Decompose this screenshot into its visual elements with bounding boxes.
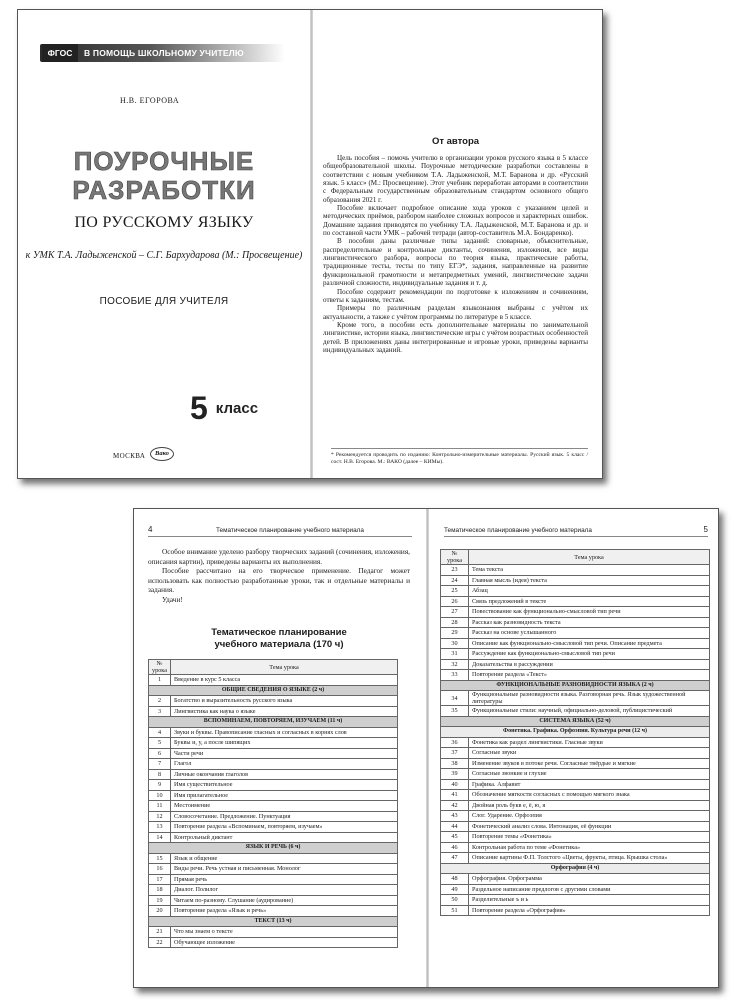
lesson-topic: Согласные звонкие и глухие [469, 769, 710, 780]
lesson-topic: Звуки и буквы. Правописание гласных и согласных в корнях слов [171, 727, 398, 738]
lesson-number: 35 [441, 706, 469, 717]
table-row [441, 586, 710, 597]
lesson-topic: Богатство и выразительность русского языка [171, 696, 398, 707]
lesson-topic: Согласные звуки [469, 748, 710, 759]
lesson-topic: Имя прилагательное [171, 790, 398, 801]
lesson-topic: Глагол [171, 759, 398, 770]
lesson-topic: Лингвистика как наука о языке [171, 706, 398, 717]
table-row [441, 659, 710, 670]
lesson-number: 14 [149, 832, 171, 843]
table-row [149, 801, 398, 812]
book-spread-cover [17, 9, 603, 479]
lesson-topic: Рассказ на основе услышанного [469, 628, 710, 639]
intro-text [148, 547, 410, 605]
lesson-number: 45 [441, 832, 469, 843]
table-row [441, 737, 710, 748]
section-row [441, 716, 710, 727]
lesson-topic: Связь предложений в тексте [469, 596, 710, 607]
table-row [441, 842, 710, 853]
lesson-number: 16 [149, 864, 171, 875]
lesson-number: 32 [441, 659, 469, 670]
lesson-topic: Обучающее изложение [171, 937, 398, 948]
lesson-topic: Функциональные стили: научный, официально-деловой, публицистический [469, 706, 710, 717]
lesson-topic: Повествование как функционально-смысловой тип речи [469, 607, 710, 618]
umk-note: к УМК Т.А. Ладыженской – С.Г. Бархударова (М.: Просвещение) [25, 250, 303, 261]
lesson-topic: Местоимение [171, 801, 398, 812]
lesson-number: 8 [149, 769, 171, 780]
lesson-topic: Буквы и, у, а после шипящих [171, 738, 398, 749]
lesson-number: 4 [149, 727, 171, 738]
intro-paragraph: Пособие рассчитано на его творческое применение. Педагог может использовать как полностью разработанные уроки, так и отдельные материалы и задания. [148, 566, 410, 595]
col-lesson-topic: Тема урока [171, 660, 398, 675]
book-spine [426, 509, 429, 987]
table-row [441, 617, 710, 628]
lesson-topic: Главная мысль (идея) текста [469, 575, 710, 586]
lesson-topic: Описание как функционально-смысловой тип речи. Описание предмета [469, 638, 710, 649]
lesson-number: 36 [441, 737, 469, 748]
lesson-topic: Словосочетание. Предложение. Пунктуация [171, 811, 398, 822]
lesson-topic: Повторение раздела «Текст» [469, 670, 710, 681]
table-row [149, 885, 398, 896]
lesson-number: 39 [441, 769, 469, 780]
table-row [441, 884, 710, 895]
table-row [149, 927, 398, 938]
subsection-row [441, 727, 710, 738]
preface-footnote: * Рекомендуется проводить по изданию: Контрольно-измерительные материалы. Русский язык. 5 класс / сост. Н.В. Егорова. М.: ВАКО (далее – КИМы). [331, 448, 588, 466]
lesson-number: 37 [441, 748, 469, 759]
lesson-number: 26 [441, 596, 469, 607]
lesson-topic: Фонетический анализ слова. Интонация, её функции [469, 821, 710, 832]
table-row [441, 800, 710, 811]
lesson-topic: Имя существительное [171, 780, 398, 791]
lesson-number: 10 [149, 790, 171, 801]
lesson-number: 15 [149, 853, 171, 864]
lesson-number: 13 [149, 822, 171, 833]
lesson-number: 30 [441, 638, 469, 649]
table-row [149, 895, 398, 906]
table-row [149, 727, 398, 738]
preface-paragraph: Пособие содержит рекомендации по подготовке к изложениям и сочинениям, ответы к заданиям, тестам. [323, 287, 588, 304]
table-row [149, 864, 398, 875]
running-header [148, 527, 412, 537]
lesson-topic: Абзац [469, 586, 710, 597]
lesson-topic: Язык и общение [171, 853, 398, 864]
lesson-topic: Двойная роль букв е, ё, ю, я [469, 800, 710, 811]
table-row [149, 874, 398, 885]
lesson-topic: Разделительные ъ и ь [469, 895, 710, 906]
table-row [149, 937, 398, 948]
lesson-number: 34 [441, 691, 469, 706]
lesson-number: 21 [149, 927, 171, 938]
section-title: ТЕКСТ (13 ч) [149, 916, 398, 927]
table-row [149, 748, 398, 759]
table-row [441, 628, 710, 639]
preface-paragraph: Примеры по различным разделам языкознания выбраны с учётом их актуальности, а также с учётом программы по литературе в 5 классе. [323, 304, 588, 321]
table-row [149, 790, 398, 801]
lesson-topic: Повторение раздела «Вспоминаем, повторяем, изучаем» [171, 822, 398, 833]
book-subject: ПО РУССКОМУ ЯЗЫКУ [74, 214, 254, 231]
lesson-topic: Повторение раздела «Орфография» [469, 905, 710, 916]
table-row [441, 790, 710, 801]
lesson-number: 38 [441, 758, 469, 769]
section-title: ОБЩИЕ СВЕДЕНИЯ О ЯЗЫКЕ (2 ч) [149, 685, 398, 696]
table-row [441, 811, 710, 822]
table-row [441, 832, 710, 843]
lesson-topic: Фонетика как раздел лингвистики. Гласные звуки [469, 737, 710, 748]
plan-title-line1: Тематическое планирование [211, 627, 347, 638]
table-row [441, 575, 710, 586]
lesson-number: 43 [441, 811, 469, 822]
lesson-number: 17 [149, 874, 171, 885]
plan-title-line2: учебного материала (170 ч) [214, 639, 344, 650]
author-name: Н.В. ЕГОРОВА [120, 96, 180, 105]
lesson-number: 29 [441, 628, 469, 639]
lesson-number: 7 [149, 759, 171, 770]
plan-table [440, 549, 710, 916]
intro-paragraph: Удачи! [162, 594, 183, 604]
lesson-number: 49 [441, 884, 469, 895]
section-row [149, 717, 398, 728]
lesson-topic: Рассказ как разновидность текста [469, 617, 710, 628]
section-title: СИСТЕМА ЯЗЫКА (52 ч) [441, 716, 710, 727]
preface-paragraph: Пособие включает подробное описание хода уроков с указанием целей и методических приёмов, разбором наиболее сложных вопросов и характерных ошибок. Домашние задания приводятся по учебнику Т.А. Ладыженской, М.Т. Баранова и др. и по составной части УМК – рабочей тетради (автор-составитель М.А. Бондаренко). [323, 204, 588, 238]
table-row [149, 811, 398, 822]
lesson-topic: Орфография. Орфограмма [469, 874, 710, 885]
lesson-topic: Описание картины Ф.П. Толстого «Цветы, фрукты, птица. Крышка стола» [469, 853, 710, 864]
lesson-number: 24 [441, 575, 469, 586]
plan-table [148, 659, 398, 948]
lesson-number: 23 [441, 565, 469, 576]
table-row [441, 748, 710, 759]
section-row [149, 916, 398, 927]
grade-word: класс [215, 400, 259, 417]
lesson-topic: Изменение звуков в потоке речи. Согласные твёрдые и мягкие [469, 758, 710, 769]
table-row [441, 706, 710, 717]
lesson-topic: Части речи [171, 748, 398, 759]
lesson-topic: Повторение раздела «Язык и речь» [171, 906, 398, 917]
lesson-topic: Рассуждение как функционально-смысловой тип речи [469, 649, 710, 660]
table-row [441, 691, 710, 706]
lesson-number: 42 [441, 800, 469, 811]
book-title-line2: РАЗРАБОТКИ [72, 175, 256, 205]
lesson-number: 22 [149, 937, 171, 948]
page-number: 4 [148, 525, 153, 534]
lesson-topic: Виды речи. Речь устная и письменная. Монолог [171, 864, 398, 875]
table-row [149, 769, 398, 780]
lesson-topic: Читаем по-разному. Слушание (аудирование) [171, 895, 398, 906]
lesson-topic: Доказательства в рассуждении [469, 659, 710, 670]
grade-label [190, 390, 258, 427]
running-header [444, 527, 708, 537]
lesson-number: 28 [441, 617, 469, 628]
lesson-topic: Обозначение мягкости согласных с помощью мягкого знака [469, 790, 710, 801]
section-row [149, 843, 398, 854]
lesson-number: 25 [441, 586, 469, 597]
book-spine [310, 10, 313, 478]
page-number: 5 [703, 525, 708, 534]
lesson-number: 3 [149, 706, 171, 717]
section-row [441, 680, 710, 691]
lesson-number: 9 [149, 780, 171, 791]
table-row [441, 565, 710, 576]
lesson-topic: Введение в курс 5 класса [171, 675, 398, 686]
lesson-topic: Что мы знаем о тексте [171, 927, 398, 938]
preface-paragraph: В пособии даны различные типы заданий: словарные, объяснительные, распределительные и контрольные диктанты, сочинения, изложения, все виды лингвистического разбора, вопросы по теория языка, практические работы, традиционные тесты, тесты по типу ЕГЭ*, задания, направленные на развитие функциональной грамотности и метапредметных умений, лингвистические задачи различной сложности, индивидуальные задания и т. д. [323, 237, 588, 288]
subsection-title: Фонетика. Графика. Орфоэпия. Культура речи (12 ч) [441, 727, 710, 738]
col-lesson-number: № урока [149, 660, 171, 675]
section-row [149, 685, 398, 696]
cover-page [18, 10, 310, 478]
table-row [149, 822, 398, 833]
table-row [441, 670, 710, 681]
table-row [149, 759, 398, 770]
section-title: ЯЗЫК И РЕЧЬ (6 ч) [149, 843, 398, 854]
lesson-number: 18 [149, 885, 171, 896]
table-row [441, 769, 710, 780]
series-banner [40, 44, 285, 62]
lesson-number: 6 [149, 748, 171, 759]
table-row [149, 906, 398, 917]
preface-paragraph: Кроме того, в пособии есть дополнительные материалы по занимательной лингвистике, истории языка, лингвистические игры с учётом возрастных особенностей детей. В приложениях даны интегрированные и игровые уроки, приведены варианты индивидуальных заданий. [323, 320, 588, 354]
table-row [149, 738, 398, 749]
lesson-number: 44 [441, 821, 469, 832]
table-row [149, 832, 398, 843]
lesson-topic: Личные окончания глаголов [171, 769, 398, 780]
lesson-number: 20 [149, 906, 171, 917]
lesson-topic: Контрольная работа по теме «Фонетика» [469, 842, 710, 853]
lesson-number: 31 [441, 649, 469, 660]
lesson-topic: Диалог. Полилог [171, 885, 398, 896]
table-row [149, 780, 398, 791]
table-row [441, 596, 710, 607]
table-row [441, 638, 710, 649]
grade-number: 5 [190, 390, 208, 426]
lesson-number: 46 [441, 842, 469, 853]
col-lesson-number: № урока [441, 550, 469, 565]
lesson-topic: Раздельное написание предлогов с другими словами [469, 884, 710, 895]
lesson-number: 2 [149, 696, 171, 707]
book-spread-plan [133, 508, 719, 988]
preface-heading: От автора [431, 136, 480, 147]
col-lesson-topic: Тема урока [469, 550, 710, 565]
table-row [441, 853, 710, 864]
table-row [441, 758, 710, 769]
plan-title [148, 627, 410, 651]
manual-label: ПОСОБИЕ ДЛЯ УЧИТЕЛЯ [99, 296, 229, 307]
lesson-topic: Графика. Алфавит [469, 779, 710, 790]
lesson-number: 11 [149, 801, 171, 812]
lesson-topic: Слог. Ударение. Орфоэпия [469, 811, 710, 822]
publisher-logo: Вако [150, 447, 174, 461]
header-title: Тематическое планирование учебного материала [216, 527, 364, 534]
lesson-topic: Тема текста [469, 565, 710, 576]
lesson-number: 1 [149, 675, 171, 686]
page-5 [430, 509, 720, 987]
lesson-number: 47 [441, 853, 469, 864]
header-title: Тематическое планирование учебного материала [444, 527, 592, 534]
lesson-number: 27 [441, 607, 469, 618]
table-row [441, 905, 710, 916]
intro-paragraph: Особое внимание уделено разбору творческих заданий (сочинения, изложения, описания картин), приведены варианты их выполнения. [148, 547, 410, 566]
city: МОСКВА [113, 452, 146, 460]
lesson-topic: Контрольный диктант [171, 832, 398, 843]
lesson-number: 12 [149, 811, 171, 822]
subsection-row [441, 863, 710, 874]
table-row [441, 649, 710, 660]
lesson-number: 5 [149, 738, 171, 749]
subsection-title: Орфография (4 ч) [441, 863, 710, 874]
lesson-number: 48 [441, 874, 469, 885]
table-row [441, 821, 710, 832]
table-row [149, 853, 398, 864]
lesson-number: 51 [441, 905, 469, 916]
page-4 [134, 509, 424, 987]
fgos-logo: ФГОС [42, 44, 78, 62]
table-row [441, 779, 710, 790]
lesson-number: 41 [441, 790, 469, 801]
preface-paragraph: Цель пособия – помочь учителю в организации уроков русского языка в 5 классе общеобразовательной школы. Поурочные методические разработки составлены в соответствии с новым учебником Т.А. Ладыженской, М.Т. Баранова и др. «Русский язык. 5 класс» (М.: Просвещение). Этот учебник переработан авторами в соответствии с Федеральным государственным образовательным стандартом основного общего образования 2021 г. [323, 154, 588, 204]
book-title-line1: ПОУРОЧНЫЕ [73, 146, 255, 176]
table-row [149, 696, 398, 707]
preface-page [323, 136, 588, 465]
lesson-number: 33 [441, 670, 469, 681]
lesson-topic: Прямая речь [171, 874, 398, 885]
series-title: В ПОМОЩЬ ШКОЛЬНОМУ УЧИТЕЛЮ [84, 48, 244, 58]
table-row [441, 895, 710, 906]
table-row [149, 675, 398, 686]
lesson-number: 19 [149, 895, 171, 906]
table-row [149, 706, 398, 717]
lesson-topic: Повторение темы «Фонетика» [469, 832, 710, 843]
table-row [441, 607, 710, 618]
section-title: ФУНКЦИОНАЛЬНЫЕ РАЗНОВИДНОСТИ ЯЗЫКА (2 ч) [441, 680, 710, 691]
lesson-topic: Функциональные разновидности языка. Разговорная речь. Язык художественной литературы [469, 691, 710, 706]
lesson-number: 50 [441, 895, 469, 906]
lesson-number: 40 [441, 779, 469, 790]
section-title: ВСПОМИНАЕМ, ПОВТОРЯЕМ, ИЗУЧАЕМ (11 ч) [149, 717, 398, 728]
table-row [441, 874, 710, 885]
